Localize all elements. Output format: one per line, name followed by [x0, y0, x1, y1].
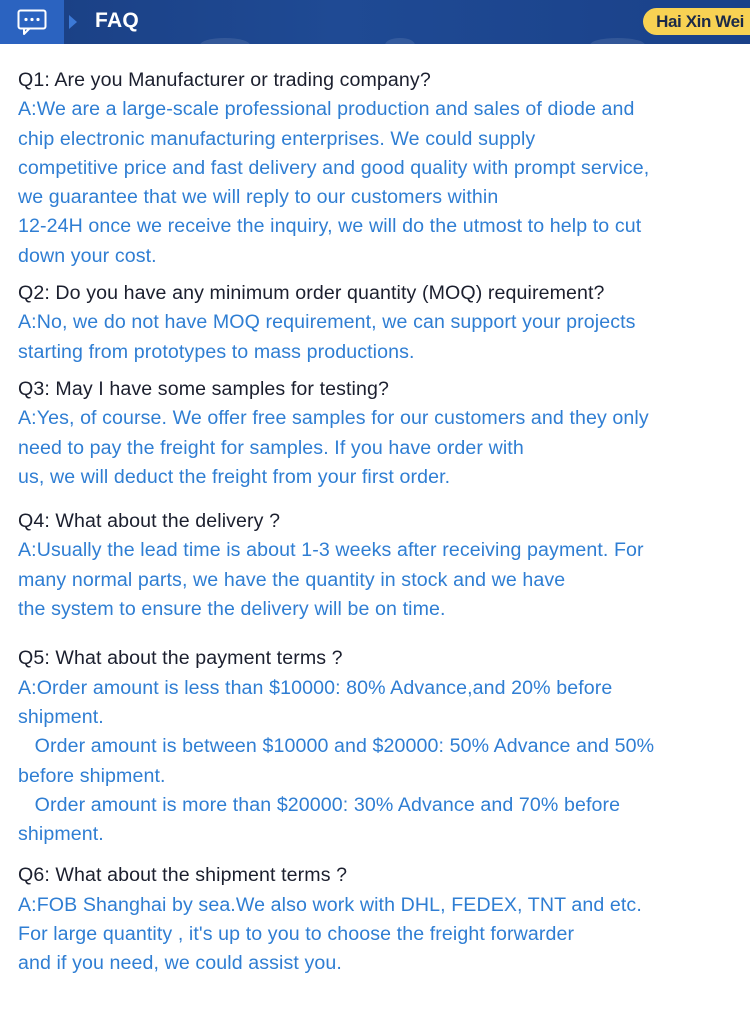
spacer [18, 849, 750, 861]
answer-line: A:FOB Shanghai by sea.We also work with DHL, FEDEX, TNT and etc. [18, 893, 642, 916]
spacer [18, 624, 750, 644]
chat-bubble-icon [17, 9, 47, 36]
answer-line: need to pay the freight for samples. If you have order with [18, 436, 524, 459]
chevron-right-icon [69, 15, 77, 29]
answer-line: and if you need, we could assist you. [18, 952, 342, 975]
answer-line: shipment. [18, 705, 104, 728]
question-text: Q2: Do you have any minimum order quantity (MOQ) requirement? [18, 282, 605, 305]
answer-line: A:Yes, of course. We offer free samples for our customers and they only [18, 407, 649, 430]
answer-line: For large quantity , it's up to you to choose the freight forwarder [18, 923, 575, 946]
question-text: Q5: What about the payment terms ? [18, 647, 343, 670]
chat-icon-box [0, 0, 64, 44]
faq-item-q3 [18, 375, 750, 492]
faq-item-q4 [18, 507, 750, 624]
answer-line: many normal parts, we have the quantity in stock and we have [18, 568, 566, 591]
answer-line: before shipment. [18, 764, 166, 787]
header-decoration [200, 38, 250, 44]
question-text: Q6: What about the shipment terms ? [18, 864, 348, 887]
answer-line: Order amount is more than $20000: 30% Advance and 70% before [18, 793, 621, 816]
answer-line: down your cost. [18, 244, 157, 267]
brand-badge: Hai Xin Wei [643, 8, 750, 35]
spacer [18, 367, 750, 375]
header-decoration [385, 38, 415, 44]
question-text: Q4: What about the delivery ? [18, 510, 281, 533]
spacer [18, 271, 750, 279]
answer-line: A:Usually the lead time is about 1-3 weeks after receiving payment. For [18, 539, 644, 562]
answer-line: starting from prototypes to mass productions. [18, 340, 415, 363]
spacer [18, 492, 750, 507]
header-decoration [590, 38, 645, 44]
answer-line: A:Order amount is less than $10000: 80% Advance,and 20% before [18, 676, 613, 699]
answer-line: A:We are a large-scale professional production and sales of diode and [18, 98, 635, 121]
question-text: Q3: May I have some samples for testing? [18, 377, 389, 400]
answer-line: 12-24H once we receive the inquiry, we will do the utmost to help to cut [18, 215, 642, 238]
faq-item-q6 [18, 861, 750, 978]
faq-item-q5 [18, 644, 750, 849]
answer-line: we guarantee that we will reply to our customers within [18, 186, 499, 209]
faq-list [18, 66, 750, 979]
faq-item-q1 [18, 66, 750, 271]
page-title: FAQ [95, 9, 140, 32]
question-text: Q1: Are you Manufacturer or trading company? [18, 69, 431, 91]
answer-line: A:No, we do not have MOQ requirement, we can support your projects [18, 311, 636, 334]
answer-line: us, we will deduct the freight from your first order. [18, 465, 451, 488]
faq-item-q2 [18, 279, 750, 367]
answer-line: competitive price and fast delivery and good quality with prompt service, [18, 156, 650, 179]
answer-line: chip electronic manufacturing enterprises. We could supply [18, 127, 536, 150]
answer-line: the system to ensure the delivery will be on time. [18, 598, 446, 621]
header-bar [0, 0, 750, 44]
answer-line: shipment. [18, 823, 104, 846]
answer-line: Order amount is between $10000 and $20000: 50% Advance and 50% [18, 735, 655, 758]
